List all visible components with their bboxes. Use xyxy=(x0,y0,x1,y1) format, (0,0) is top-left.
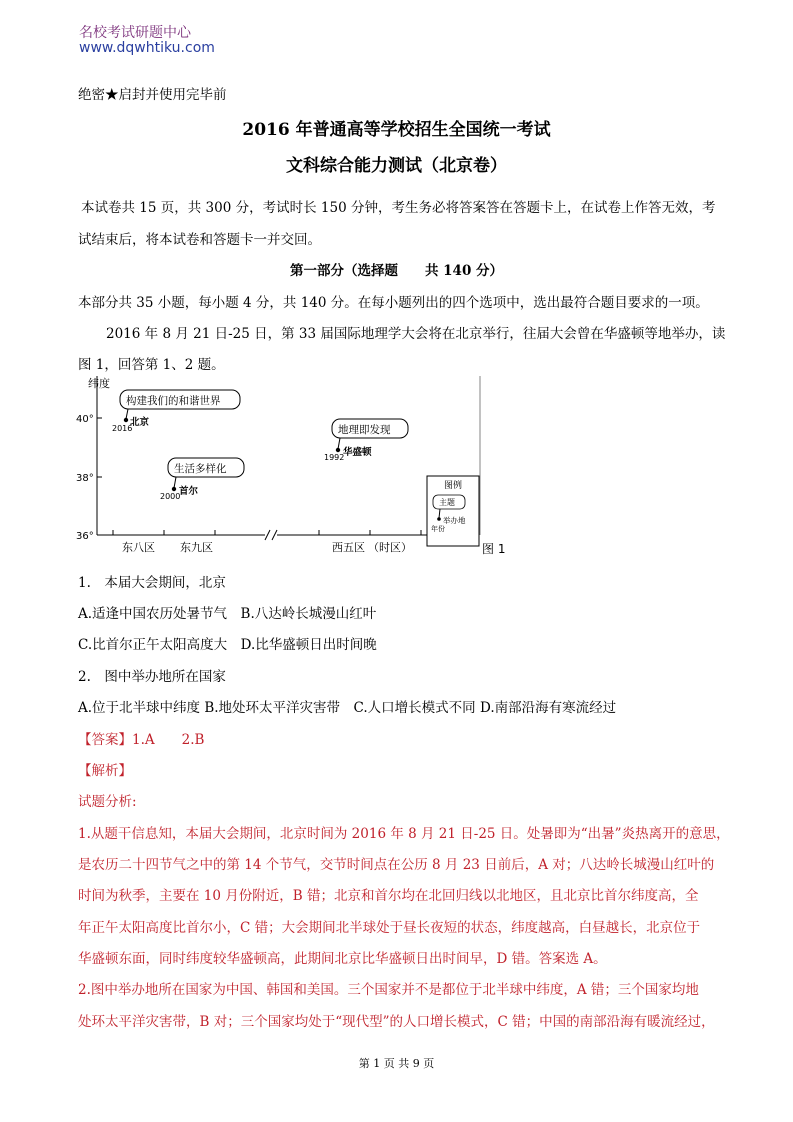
event-city: 华盛顿 xyxy=(343,447,372,458)
brand-name: 名校考试研题中心 xyxy=(79,25,191,41)
context-line-2: 图 1，回答第 1、2 题。 xyxy=(78,357,225,373)
analysis-line: 2.图中举办地所在国家为中国、韩国和美国。三个国家并不是都位于北半球中纬度，A 错；三个国家均地 xyxy=(78,982,699,998)
exam-subtitle: 文科综合能力测试（北京卷） xyxy=(286,156,507,176)
legend-year: 年份 xyxy=(431,525,445,533)
figure-caption: 图 1 xyxy=(482,542,506,556)
brand-url[interactable]: www.dqwhtiku.com xyxy=(79,40,215,56)
question-2-options: A.位于北半球中纬度 B.地处环太平洋灾害带 C.人口增长模式不同 D.南部沿海有寒流经过 xyxy=(78,700,617,716)
x-tick-label: 东九区 xyxy=(180,541,213,554)
section-heading: 第一部分（选择题 共 140 分） xyxy=(289,263,504,279)
x-tick-label: 东八区 xyxy=(122,541,155,554)
event-point xyxy=(172,487,176,491)
legend-host: 举办地 xyxy=(443,516,466,525)
event-theme: 生活多样化 xyxy=(174,463,227,475)
event-year: 1992 xyxy=(324,453,345,462)
analysis-line: 华盛顿东面，同时纬度较华盛顿高，此期间北京比华盛顿日出时间早，D 错。答案选 A。 xyxy=(78,951,607,967)
exam-title: 2016 年普通高等学校招生全国统一考试 xyxy=(242,120,551,140)
event-point xyxy=(124,418,128,422)
analysis-line: 时间为秋季，主要在 10 月份附近，B 错；北京和首尔均在北回归线以北地区，且北京比首尔纬度高，全 xyxy=(78,888,699,904)
event-year: 2000 xyxy=(160,492,181,501)
analysis-label: 【解析】 xyxy=(78,763,132,779)
legend-point xyxy=(437,517,441,521)
question-1-options-cd: C.比首尔正午太阳高度大 D.比华盛顿日出时间晚 xyxy=(78,637,377,653)
x-tick-label: （时区） xyxy=(368,541,412,554)
event-city: 首尔 xyxy=(179,486,199,497)
question-2-stem: 2. 图中举办地所在国家 xyxy=(78,669,226,685)
secret-mark: 绝密★启封并使用完毕前 xyxy=(78,87,227,103)
answer: 【答案】1.A 2.B xyxy=(78,732,205,748)
question-1-options-ab: A.适逢中国农历处暑节气 B.八达岭长城漫山红叶 xyxy=(78,606,377,622)
y-tick-label: 40° xyxy=(76,414,94,425)
event-theme: 地理即发现 xyxy=(338,424,391,436)
page-footer: 第 1 页 共 9 页 xyxy=(358,1057,435,1070)
analysis-line: 处环太平洋灾害带，B 对；三个国家均处于“现代型”的人口增长模式，C 错；中国的南部沿海有暖流经过， xyxy=(78,1014,715,1030)
legend-theme: 主题 xyxy=(439,498,455,507)
event-city: 北京 xyxy=(130,417,150,428)
analysis-line: 年正午太阳高度比首尔小，C 错；大会期间北半球处于昼长夜短的状态，纬度越高，白昼越长，北京位于 xyxy=(78,920,701,936)
question-1-stem: 1. 本届大会期间，北京 xyxy=(78,575,226,591)
event-pointer xyxy=(174,477,176,488)
x-tick-label: 西五区 xyxy=(332,541,365,554)
event-year: 2016 xyxy=(112,424,133,433)
y-tick-label: 38° xyxy=(76,473,94,484)
y-tick-label: 36° xyxy=(76,531,94,542)
intro-line-1: 本试卷共 15 页，共 300 分，考试时长 150 分钟，考生务必将答案答在答题卡上，在试卷上作答无效，考 xyxy=(81,200,716,216)
event-pointer xyxy=(126,409,128,419)
event-point xyxy=(336,448,340,452)
y-axis-label: 纬度 xyxy=(88,377,110,390)
analysis-subtitle: 试题分析: xyxy=(78,794,137,810)
figure-1 xyxy=(70,372,520,562)
section-desc: 本部分共 35 小题，每小题 4 分，共 140 分。在每小题列出的四个选项中，选出最符合题目要求的一项。 xyxy=(78,295,709,311)
context-line-1: 2016 年 8 月 21 日-25 日，第 33 届国际地理学大会将在北京举行，往届大会曾在华盛顿等地举办，读 xyxy=(106,326,726,342)
analysis-line: 是农历二十四节气之中的第 14 个节气，交节时间点在公历 8 月 23 日前后，A 对；八达岭长城漫山红叶的 xyxy=(78,857,715,873)
analysis-line: 1.从题干信息知，本届大会期间，北京时间为 2016 年 8 月 21 日-25 日。处暑即为“出暑”炎热离开的意思， xyxy=(78,826,730,842)
axis-break-bg xyxy=(265,529,277,541)
legend-title: 图例 xyxy=(444,481,463,491)
event-pointer xyxy=(338,438,340,449)
event-theme: 构建我们的和谐世界 xyxy=(126,395,221,407)
intro-line-2: 试结束后，将本试卷和答题卡一并交回。 xyxy=(78,232,321,248)
